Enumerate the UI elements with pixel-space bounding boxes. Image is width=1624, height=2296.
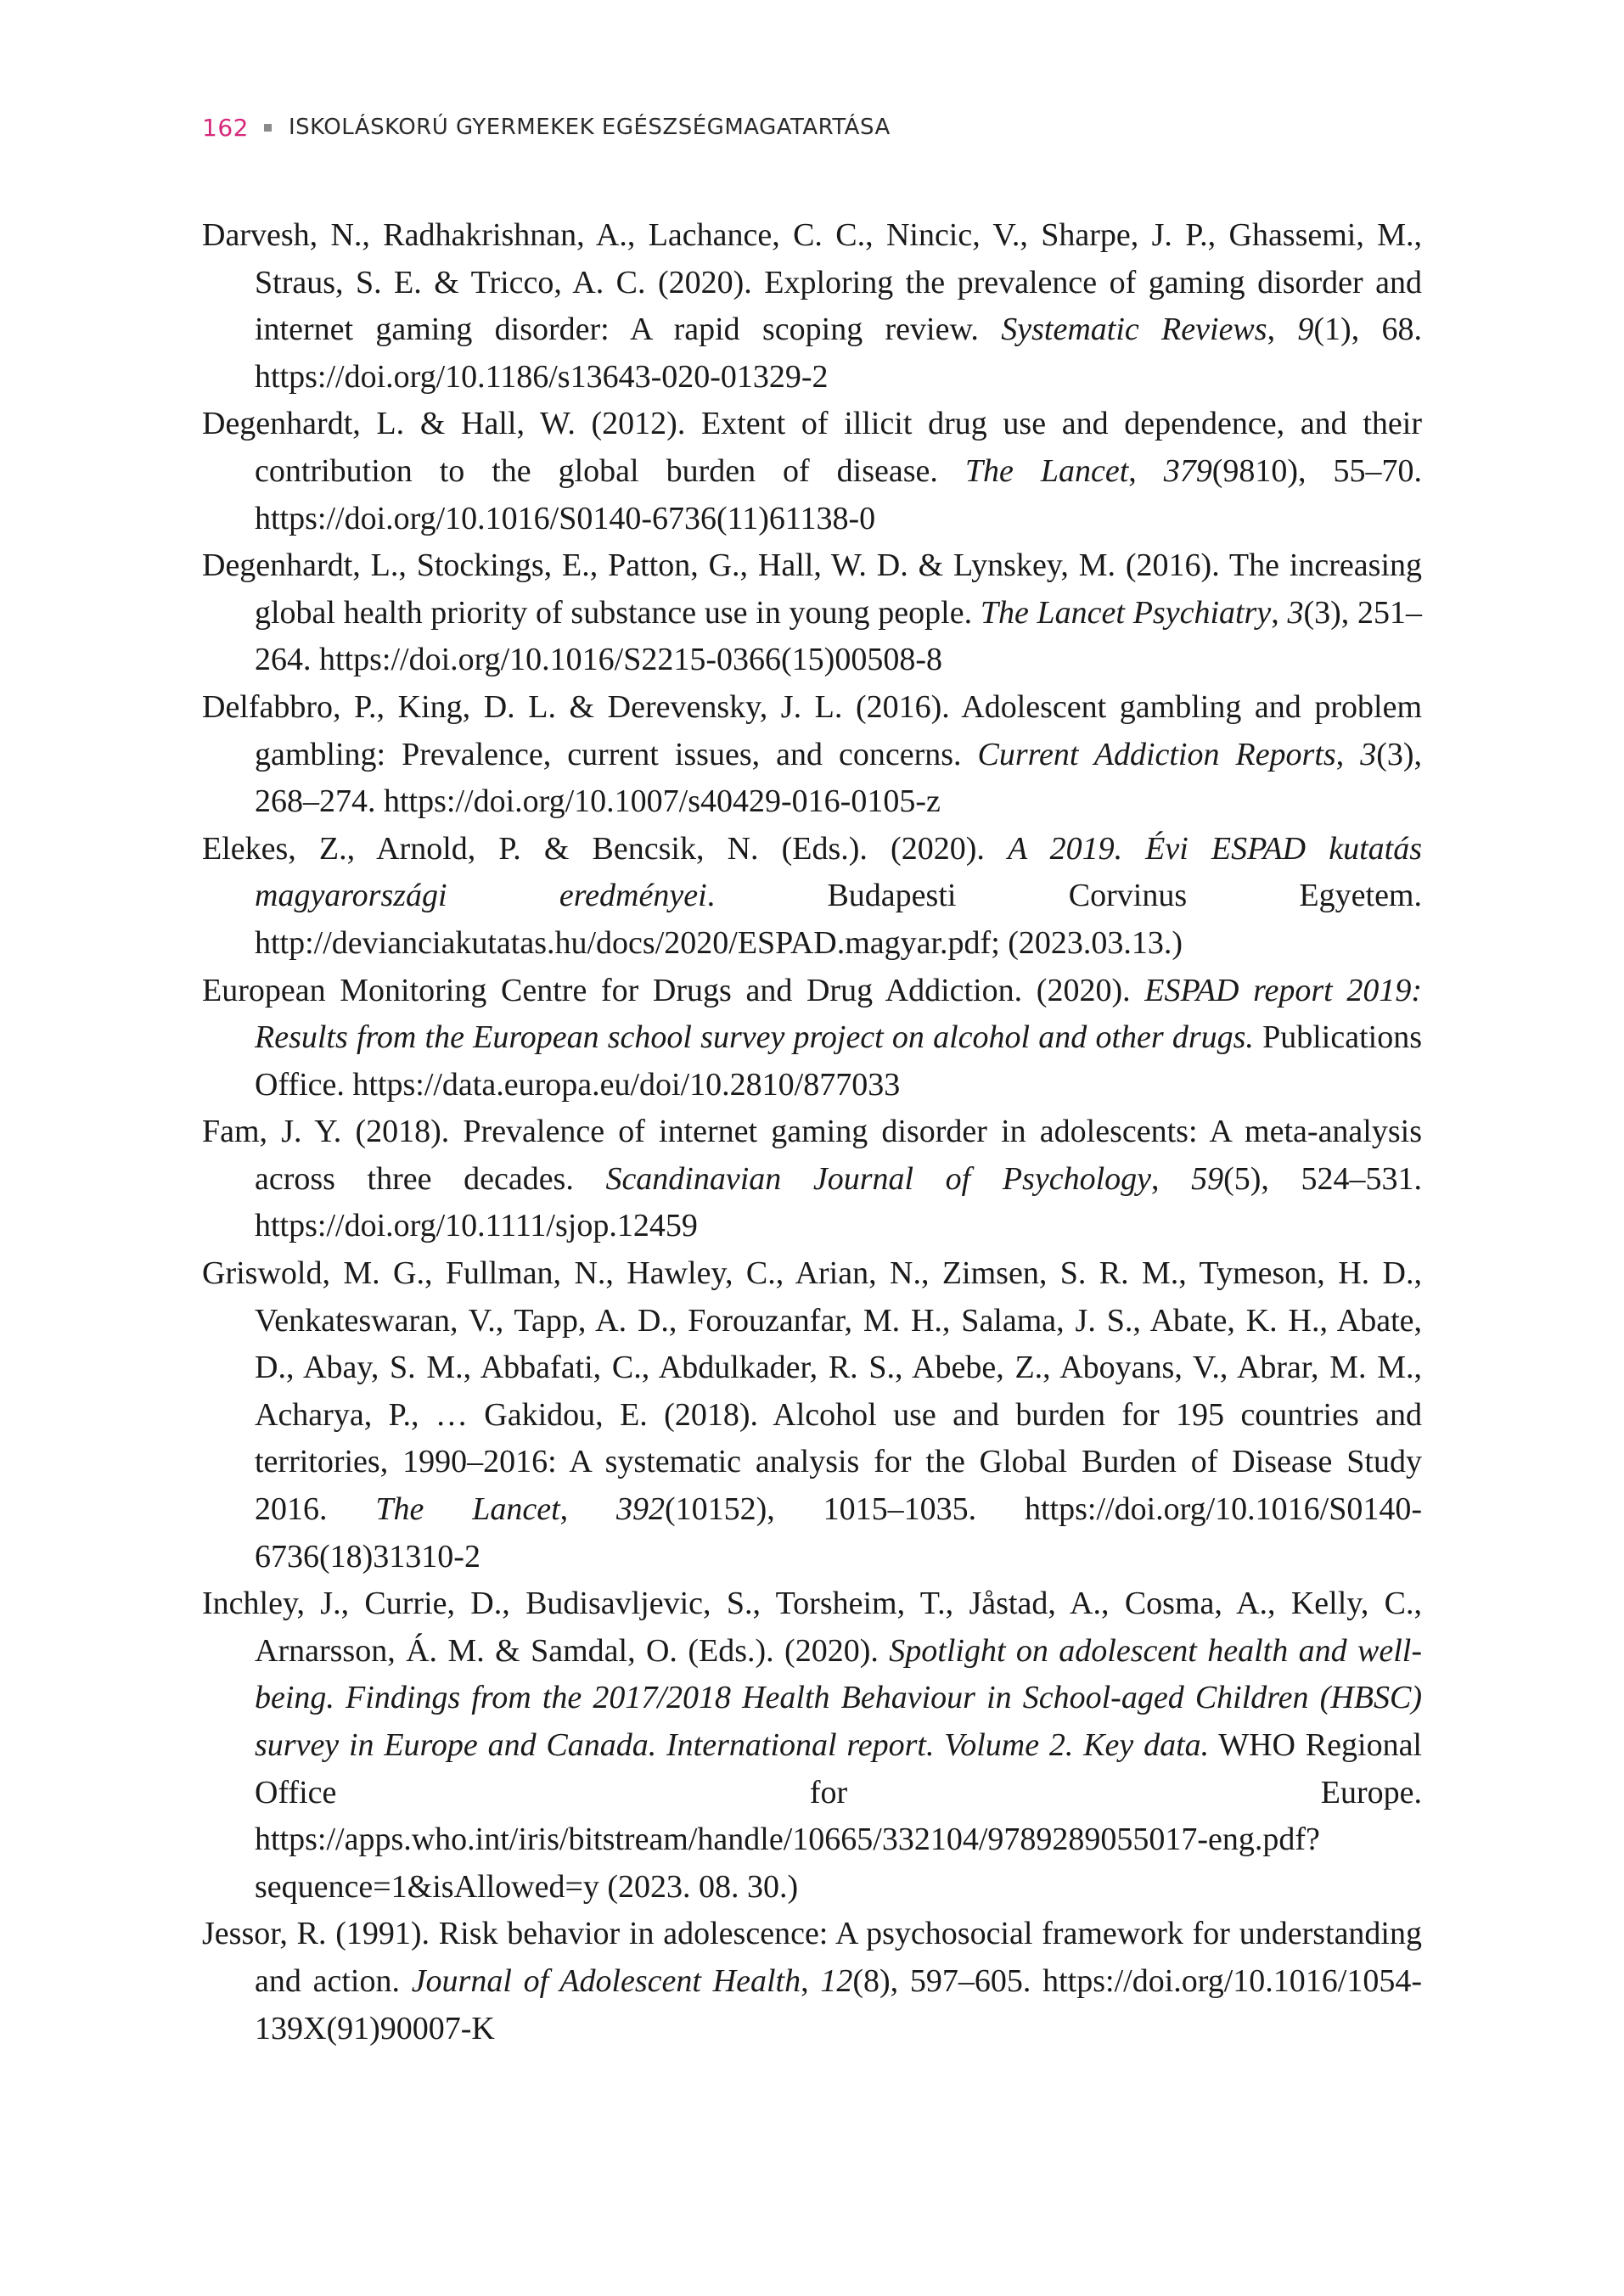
reference-text: Elekes, Z., Arnold, P. & Bencsik, N. (Eds.). (2020). bbox=[202, 830, 1008, 867]
reference-volume: 3 bbox=[1287, 594, 1304, 631]
reference-volume: 9 bbox=[1297, 312, 1314, 348]
reference-volume: 12 bbox=[820, 1962, 853, 1999]
reference-volume: 392 bbox=[616, 1491, 665, 1528]
reference-source: The Lancet bbox=[375, 1491, 560, 1528]
reference-tail: WHO Regional Office for Europe. https://apps.who.int/iris/bitstream/handle/10665/332104/9789289055017-eng.pdf?sequence=1&isAllowed=y (2023. 08. 30.) bbox=[255, 1727, 1422, 1905]
reference-source: Systematic Reviews bbox=[1001, 312, 1267, 348]
page-number: 162 bbox=[202, 113, 249, 142]
reference-volume: 3 bbox=[1360, 736, 1377, 772]
reference-tail: (1), 68. https://doi.org/10.1186/s13643-020-01329-2 bbox=[255, 312, 1423, 395]
reference-separator: , bbox=[1271, 594, 1288, 631]
reference-text: Delfabbro, P., King, D. L. & Derevensky, J. L. (2016). Adolescent gambling and problem gambling: Prevalence, current issues, and concerns. bbox=[202, 688, 1422, 772]
reference-separator: , bbox=[801, 1962, 821, 1999]
reference-entry bbox=[202, 684, 1422, 826]
reference-text: Degenhardt, L. & Hall, W. (2012). Extent of illicit drug use and dependence, and their contribution to the global burden of disease. bbox=[202, 406, 1422, 489]
reference-entry bbox=[202, 1250, 1422, 1580]
reference-source: A 2019. Évi ESPAD kutatás magyarországi eredményei bbox=[255, 830, 1422, 914]
reference-text: Fam, J. Y. (2018). Prevalence of internet gaming disorder in adolescents: A meta-analysis across three decades. bbox=[202, 1114, 1422, 1197]
running-header bbox=[202, 110, 891, 144]
reference-entry bbox=[202, 212, 1422, 401]
reference-volume: 379 bbox=[1163, 452, 1212, 489]
reference-separator: , bbox=[1128, 452, 1164, 489]
reference-entry bbox=[202, 542, 1422, 684]
reference-text: Inchley, J., Currie, D., Budisavljevic, S., Torsheim, T., Jåstad, A., Cosma, A., Kelly, C., Arnarsson, Á. M. & Samdal, O. (Eds.). (2020). bbox=[202, 1586, 1422, 1669]
reference-separator: , bbox=[1267, 312, 1298, 348]
reference-tail: (8), 597–605. https://doi.org/10.1016/1054-139X(91)90007-K bbox=[255, 1962, 1422, 2046]
reference-text: Darvesh, N., Radhakrishnan, A., Lachance, C. C., Nincic, V., Sharpe, J. P., Ghassemi, M., Straus, S. E. & Tricco, A. C. (2020). Exploring the prevalence of gaming disorder and internet gaming disorder: A rapid scoping review. bbox=[202, 217, 1422, 348]
reference-entry bbox=[202, 1580, 1422, 1911]
reference-text: Jessor, R. (1991). Risk behavior in adolescence: A psychosocial framework for understanding and action. bbox=[202, 1916, 1422, 1999]
reference-list bbox=[202, 212, 1422, 2052]
reference-source: The Lancet bbox=[964, 452, 1129, 489]
reference-tail: (3), 251–264. https://doi.org/10.1016/S2215-0366(15)00508-8 bbox=[255, 594, 1422, 678]
square-bullet-icon bbox=[264, 124, 272, 132]
reference-source: The Lancet Psychiatry bbox=[980, 594, 1272, 631]
reference-tail: (5), 524–531. https://doi.org/10.1111/sjop.12459 bbox=[255, 1160, 1422, 1244]
reference-entry bbox=[202, 401, 1422, 542]
reference-tail: Publications Office. https://data.europa.eu/doi/10.2810/877033 bbox=[255, 1019, 1422, 1103]
reference-separator: , bbox=[1335, 736, 1361, 772]
reference-tail: (9810), 55–70. https://doi.org/10.1016/S0140-6736(11)61138-0 bbox=[255, 452, 1422, 536]
reference-separator: , bbox=[559, 1491, 616, 1528]
reference-separator: , bbox=[1151, 1160, 1192, 1197]
reference-entry bbox=[202, 968, 1422, 1109]
reference-source: Current Addiction Reports bbox=[977, 736, 1336, 772]
reference-source: ESPAD report 2019: Results from the European school survey project on alcohol and other drugs. bbox=[255, 972, 1422, 1056]
reference-source: Scandinavian Journal of Psychology bbox=[605, 1160, 1151, 1197]
reference-source: Spotlight on adolescent health and well-being. Findings from the 2017/2018 Health Behaviour in School-aged Children (HBSC) survey in Europe and Canada. International report. Volume 2. Key data. bbox=[255, 1632, 1422, 1763]
reference-tail: (10152), 1015–1035. https://doi.org/10.1016/S0140-6736(18)31310-2 bbox=[255, 1491, 1423, 1575]
reference-tail: . Budapesti Corvinus Egyetem. http://devianciakutatas.hu/docs/2020/ESPAD.magyar.pdf; (2023.03.13.) bbox=[255, 878, 1422, 961]
reference-text: Degenhardt, L., Stockings, E., Patton, G., Hall, W. D. & Lynskey, M. (2016). The increasing global health priority of substance use in young people. bbox=[202, 547, 1422, 631]
running-title: ISKOLÁSKORÚ GYERMEKEK EGÉSZSÉGMAGATARTÁSA bbox=[288, 115, 891, 140]
reference-entry bbox=[202, 826, 1422, 968]
reference-text: European Monitoring Centre for Drugs and Drug Addiction. (2020). bbox=[202, 972, 1145, 1008]
reference-volume: 59 bbox=[1191, 1160, 1224, 1197]
reference-source: Journal of Adolescent Health bbox=[411, 1962, 801, 1999]
reference-text: Griswold, M. G., Fullman, N., Hawley, C., Arian, N., Zimsen, S. R. M., Tymeson, H. D., Venkateswaran, V., Tapp, A. D., Forouzanfar, M. H., Salama, J. S., Abate, K. H., Abate, D., Abay, S. M., Abbafati, C., Abdulkader, R. S., Abebe, Z., Aboyans, V., Abrar, M. M., Acharya, P., … Gakidou, E. (2018). Alcohol use and burden for 195 countries and territories, 1990–2016: A systematic analysis for the Global Burden of Disease Study 2016. bbox=[202, 1255, 1422, 1528]
reference-tail: (3), 268–274. https://doi.org/10.1007/s40429-016-0105-z bbox=[255, 736, 1423, 820]
reference-entry bbox=[202, 1911, 1422, 2052]
reference-entry bbox=[202, 1109, 1422, 1250]
